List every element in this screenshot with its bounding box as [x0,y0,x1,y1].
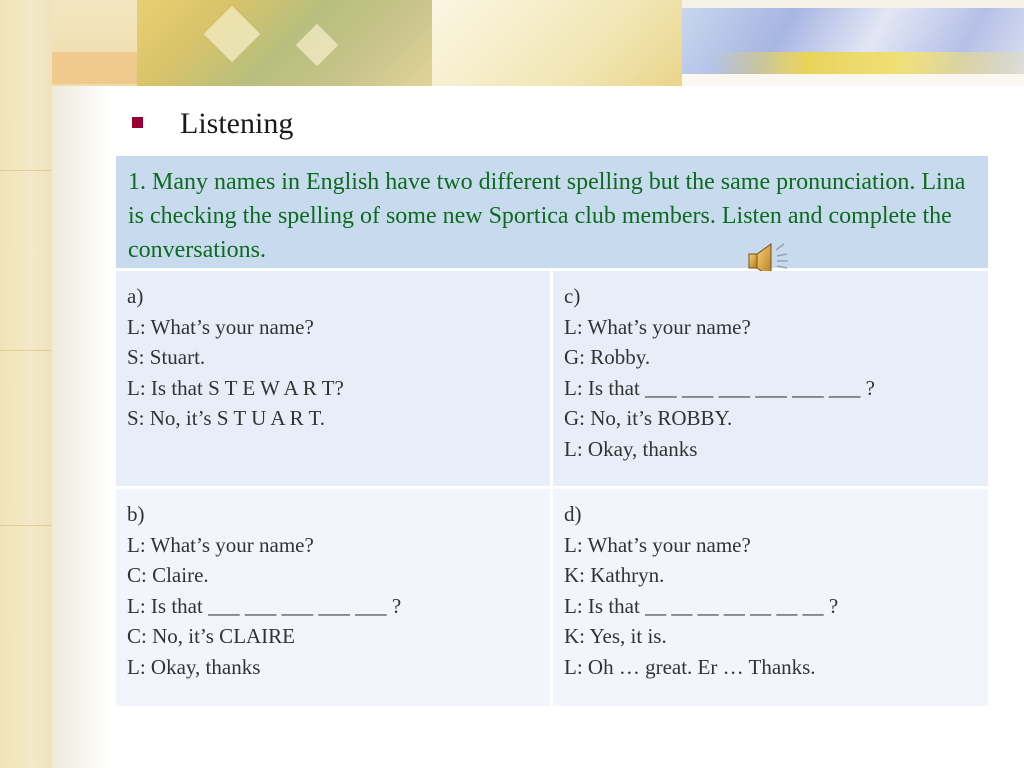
conversation-line: L: Is that __ __ __ __ __ __ __ ? [564,593,839,618]
conversation-line: L: What’s your name? [564,532,751,557]
conversation-line: L: Okay, thanks [127,654,261,679]
strip-texture-line [0,525,52,526]
strip-texture-line [0,350,52,351]
conversation-line: G: No, it’s ROBBY. [564,406,733,431]
left-decorative-strip [0,0,52,768]
conversation-line: b) [127,502,145,526]
conversation-cell-a [116,271,550,486]
top-decorative-banner [52,0,1024,86]
conversation-line: d) [564,502,582,526]
conversation-cell-b [116,489,550,706]
conversation-line: c) [564,284,581,308]
conversation-line: K: Kathryn. [564,563,665,588]
conversation-line: L: What’s your name? [127,314,314,339]
banner-tile [137,0,437,86]
strip-texture-line [0,170,52,171]
conversation-line: L: Oh … great. Er … Thanks. [564,654,816,679]
conversation-line: L: Is that S T E W A R T? [127,375,344,400]
conversation-line: L: Is that ___ ___ ___ ___ ___ ? [127,593,402,618]
left-fade-band [52,80,112,768]
conversation-cell-c [553,271,988,486]
banner-tile [432,0,682,86]
conversation-line: S: No, it’s S T U A R T. [127,406,326,431]
conversation-line: a) [127,284,144,308]
slide-heading: Listening [180,107,294,140]
conversation-line: L: What’s your name? [127,532,314,557]
conversation-line: S: Stuart. [127,345,206,370]
banner-tile [712,52,1024,74]
conversation-line: C: No, it’s CLAIRE [127,624,296,649]
conversation-line: C: Claire. [127,563,209,588]
conversation-line: L: Okay, thanks [564,436,698,461]
conversation-line: L: What’s your name? [564,314,751,339]
instructions-text: 1. Many names in English have two different spelling but the same pronunciation. Lina is checking the spelling of some new Sportica club members. Listen and complete the conversations. [116,156,988,268]
conversation-line: L: Is that ___ ___ ___ ___ ___ ___ ? [564,375,875,400]
conversation-line: K: Yes, it is. [564,624,667,649]
square-bullet-icon [132,117,143,128]
conversation-table [116,156,988,706]
conversation-cell-d [553,489,988,706]
conversation-line: G: Robby. [564,345,651,370]
